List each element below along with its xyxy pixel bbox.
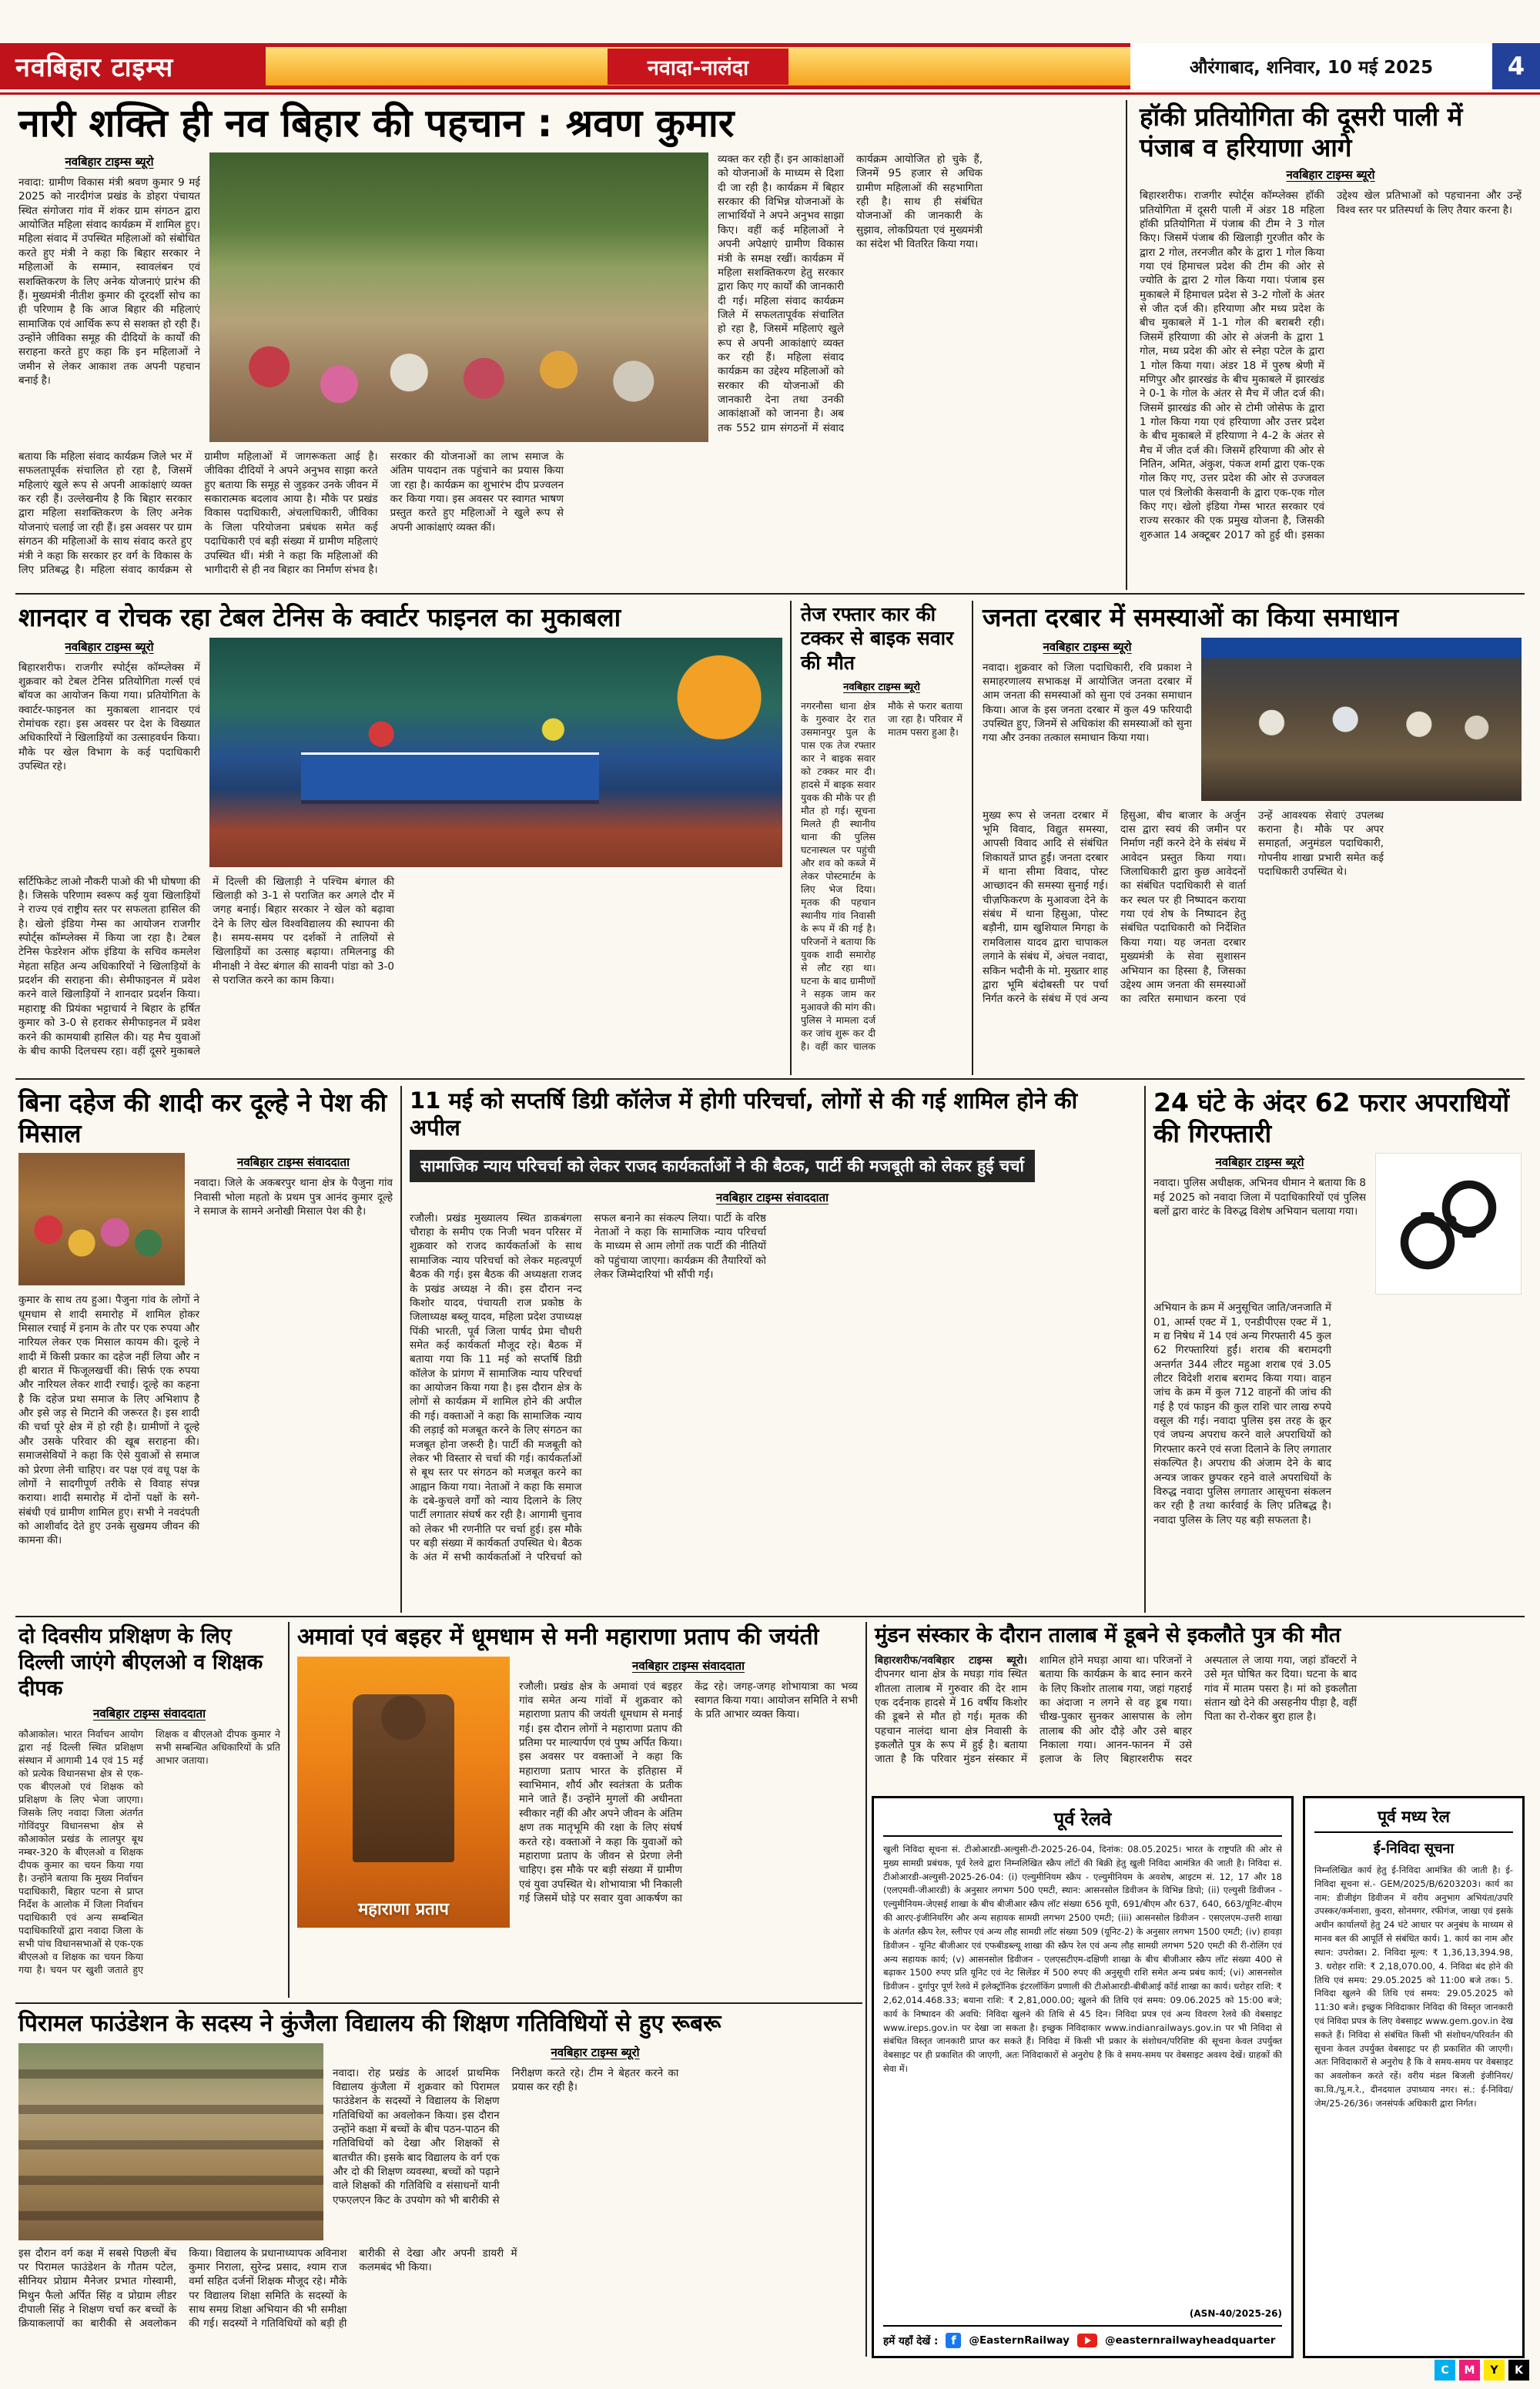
print-mark-magenta: M [1459,2360,1480,2381]
byline: नवबिहार टाइम्स ब्यूरो [65,639,154,654]
article-body: बताया कि महिला संवाद कार्यक्रम जिले भर में सफलतापूर्वक संचालित हो रहा है, जिसमें महिलाएं खुले रूप से अपनी आकांक्षाएं व्यक्त कर रही हैं। उल्लेखनीय है कि बिहार सरकार द्वारा महिला सशक्तिकरण के लिए अनेक योजनाएं चलाई जा रही हैं। इस अवसर पर ग्राम संगठन की महिलाओं के साथ संवाद करते हुए मंत्री ने कहा कि सरकार हर वर्ग के विकास के लिए प्रतिबद्ध है। महिला संवाद कार्यक्रम से ग्रामीण महिलाओं में जागरूकता आई है। जीविका दीदियों ने अपने अनुभव साझा करते हुए बताया कि समूह से जुड़कर उनके जीवन में सकारात्मक बदलाव आया है। मौके पर प्रखंड विकास पदाधिकारी, अंचलाधिकारी, जीविका के जिला परियोजना प्रबंधक समेत कई पदाधिकारी एवं बड़ी संख्या में ग्रामीण महिलाएं उपस्थित थीं। मंत्री ने कहा कि महिलाओं की भागीदारी से ही नव बिहार का निर्माण संभव है। सरकार की योजनाओं का लाभ समाज के अंतिम पायदान तक पहुंचाने का प्रयास किया जा रहा है। कार्यक्रम का शुभारंभ दीप प्रज्वलन कर किया गया। इस अवसर पर स्वागत भाषण प्रस्तुत करते हुए महिलाओं ने खुले रूप से अपनी आकांक्षाएं व्यक्त कीं। [18,451,564,576]
article-body: नवादा। शुक्रवार को जिला पदाधिकारी, रवि प्रकाश ने समाहरणालय सभाकक्ष में आयोजित जनता दरबार में आम जनता की समस्याओं को सुना एवं उनका समाधान किया। आज के इस जनता दरबार में कुल 49 फरियादी उपस्थित हुए, जिनमें से अधिकांश की समस्याओं को सुना गया और उनका तत्काल समाधान किया गया। [983,661,1192,745]
banner-text: महाराणा प्रताप [358,1899,449,1919]
photo-table-tennis-match [209,638,782,867]
article-mundan-drowning [872,1620,1525,1790]
byline: नवबिहार टाइम्स ब्यूरो [551,2045,640,2059]
byline: नवबिहार टाइम्स ब्यूरो [1215,1155,1304,1170]
youtube-icon [1077,2334,1097,2347]
article-maharana-pratap-jayanti [294,1620,861,1998]
edition-name: नवादा-नालंदा [608,49,788,85]
article-delhi-training [15,1620,283,1998]
notice-subtitle: ई-निविदा सूचना [1373,1841,1455,1857]
edition-band [266,43,1130,89]
facebook-icon [946,2333,961,2348]
eastern-railway-notice [872,1796,1294,2358]
print-mark-black: K [1508,2360,1529,2381]
divider [972,601,973,1075]
youtube-handle: @easternrailwayheadquarter [1104,2334,1276,2347]
article-body: कौआकोल। भारत निर्वाचन आयोग द्वारा नई दिल्ली स्थित प्रशिक्षण संस्थान में आगामी 14 एवं 15 मई को प्रत्येक विधानसभा क्षेत्र से एक-एक बीएलओ एवं शिक्षक को प्रशिक्षण के लिए भेजा जाएगा। जिसके लिए नवादा जिला अंतर्गत गोविंदपुर विधानसभा क्षेत्र से कौआकोल प्रखंड के लालपुर बूथ नम्बर-320 के बीएलओ व शिक्षक दीपक कुमार का चयन किया गया है। उन्होंने बताया कि मुख्य निर्वाचन पदाधिकारी, बिहार पटना से प्राप्त निर्देश के आलोक में जिला निर्वाचन पदाधिकारी एवं अन्य सम्बन्धित पदाधिकारियों द्वारा नवादा जिला के सभी पांच विधानसभाओं से एक-एक बीएलओ व शिक्षक का चयन किया गया है। चयन पर खुशी जताते हुए शिक्षक व बीएलओ दीपक कुमार ने सभी सम्बन्धित अधिकारियों के प्रति आभार जताया। [18,1728,280,1976]
headline-piramal-school-visit: पिरामल फाउंडेशन के सदस्य ने कुंजैला विद्यालय की शिक्षण गतिविधियों से हुए रूबरू [18,2010,721,2037]
notice-title: पूर्व मध्य रेल [1314,1806,1513,1833]
article-body: सर्टिफिकेट लाओ नौकरी पाओ की भी घोषणा की है। जिसके परिणाम स्वरूप कई युवा खिलाड़ियों ने राज्य एवं राष्ट्रीय स्तर पर सफलता हासिल की है। खेलो इंडिया गेम्स का आयोजन राजगीर स्पोर्ट्स कॉम्प्लेक्स में किया जा रहा है। टेबल टेनिस फेडरेशन ऑफ इंडिया के सचिव कमलेश मेहता सहित अन्य अधिकारियों ने खिलाड़ियों के प्रदर्शन की सराहना की। सेमीफाइनल में प्रवेश करने वाले खिलाड़ियों ने शानदार प्रदर्शन किया। महाराष्ट्र की प्रियंका भट्टाचार्य ने बिहार के हर्षित कुमार को 3-0 से हराकर सेमीफाइनल में प्रवेश करने की कामयाबी हासिल की। यह मैच युवाओं के बीच काफी दिलचस्प रहा। वहीं दूसरे मुकाबले में दिल्ली की खिलाड़ी ने पश्चिम बंगाल की खिलाड़ी को 3-1 से पराजित कर अगले दौर में जगह बनाई। बिहार सरकार ने खेल को बढ़ावा देने के लिए खेल विश्वविद्यालय की स्थापना की है। समय-समय पर दर्शकों ने तालियों से खिलाड़ियों का उत्साह बढ़ाया। तमिलनाडु की मीनाक्षी ने वेस्ट बंगाल की सावनी पांडा को 3-0 से पराजित करने का काम किया। [18,875,394,1057]
article-body: बिहारशरीफ। राजगीर स्पोर्ट्स कॉम्प्लेक्स हॉकी प्रतियोगिता में दूसरी पाली में अंडर 18 महिला हॉकी प्रतियोगिता में पंजाब की टीम ने 3 गोल किए। जिसमें पंजाब की खिलाड़ी गुरजीत कौर के द्वारा 2 गोल, तरनजीत कौर के द्वारा 1 गोल किया गया एवं हिमाचल प्रदेश की टीम की ओर से ज्योति के द्वारा 2 गोल किया गया। पंजाब इस मुकाबले में हिमाचल प्रदेश से 3-2 गोलों के अंतर से जीत दर्ज की। हरियाणा और मध्य प्रदेश के बीच मुकाबले में 1-1 गोल की बराबरी रही। जिसमें हरियाणा की ओर से अंजनी के द्वारा 1 गोल, मध्य प्रदेश की ओर से स्नेहा पटेल के द्वारा 1 गोल किया गया। अंडर 18 में पुरुष श्रेणी में मणिपुर और झारखंड के बीच मुकाबले में झारखंड ने 0-1 के गोल के अंतर से मैच में जीत दर्ज की। जिसमें झारखंड की ओर से टोमी जोसेफ के द्वारा 1 गोल किया गया एवं हरियाणा और उत्तर प्रदेश के बीच मुकाबले में हरियाणा ने 4-2 के अंतर से मैच में जीत दर्ज की। जिसमें हरियाणा की ओर से नितिन, अमित, अंकुश, पंकज शर्मा द्वारा एक-एक गोल किए गए, उत्तर प्रदेश की ओर से उज्जवल पाल एवं त्रिलोकी केसवानी के द्वारा एक-एक गोल किए गए। खेलो इंडिया गेम्स भारत सरकार एवं राज्य सरकार की एक प्रमुख योजना है, जिसकी शुरुआत 14 अक्टूबर 2017 को हुई थी। इसका उद्देश्य खेल प्रतिभाओं को पहचानना और उन्हें विश्व स्तर पर प्रतिस्पर्धा के लिए तैयार करना है। [1140,189,1522,541]
divider [288,1622,290,1998]
photo-janata-darbar-meeting [1201,638,1522,801]
article-body: रजौली। प्रखंड क्षेत्र के अमावां एवं बइहर गांव समेत अन्य गांवों में शुक्रवार को महाराणा प्रताप की जयंती धूमधाम से मनाई गई। इस दौरान लोगों ने महाराणा प्रताप की प्रतिमा पर माल्यार्पण एवं पुष्प अर्पित किया। इस अवसर पर वक्ताओं ने कहा कि महाराणा प्रताप भारत के इतिहास में स्वाभिमान, शौर्य और स्वतंत्रता के प्रतीक माने जाते हैं। उन्होंने मुगलों की अधीनता स्वीकार नहीं की और अपने जीवन के अंतिम क्षण तक मातृभूमि की रक्षा के लिए संघर्ष करते रहे। वक्ताओं ने कहा कि युवाओं को महाराणा प्रताप के जीवन से प्रेरणा लेनी चाहिए। इस मौके पर बड़ी संख्या में ग्रामीण एवं युवा उपस्थित थे। शोभायात्रा भी निकाली गई जिसमें घोड़े पर सवार युवा आकर्षण का केंद्र रहे। जगह-जगह शोभायात्रा का भव्य स्वागत किया गया। आयोजन समिति ने सभी के प्रति आभार व्यक्त किया। [519,1680,858,1905]
article-piramal-school-visit [15,2007,861,2357]
divider [15,1616,1525,1617]
article-body: नवादा। रोह प्रखंड के आदर्श प्राथमिक विद्यालय कुंजैला में शुक्रवार को पिरामल फाउंडेशन के सदस्यों ने विद्यालय के शिक्षण गतिविधियों का अवलोकन किया। इस दौरान उन्होंने कक्षा में बच्चों के बीच पठन-पाठन की गतिविधियों को देखा और शिक्षकों से बातचीत की। इसके बाद विद्यालय के वर्ग एक और दो की शिक्षण व्यवस्था, बच्चों को पढ़ाने वाले शिक्षकों की गतिविधि व संसाधनों यानी एफएलएन किट के उपयोग को भी बारीकी से निरीक्षण करते रहे। टीम ने बेहतर करने का प्रयास कर रही है। [333,2066,679,2206]
article-body: नगरनौसा थाना क्षेत्र के गुरुवार देर रात उसमानपुर पुल के पास एक तेज रफ्तार कार ने बाइक सवार को टक्कर मार दी। हादसे में बाइक सवार युवक की मौके पर ही मौत हो गई। सूचना मिलते ही स्थानीय थाना की पुलिस घटनास्थल पर पहुंची और शव को कब्जे में लेकर पोस्टमार्टम के लिए भेज दिया। मृतक की पहचान स्थानीय गांव निवासी के रूप में की गई है। परिजनों ने बताया कि युवक शादी समारोह से लौट रहा था। घटना के बाद ग्रामीणों ने सड़क जाम कर मुआवजे की मांग की। पुलिस ने मामला दर्ज कर जांच शुरू कर दी है। वहीं कार चालक मौके से फरार बताया जा रहा है। परिवार में मातम पसरा हुआ है। [801,699,962,1052]
divider [15,593,1525,595]
article-janata-darbar [979,599,1525,1075]
divider [865,1622,867,2357]
east-central-railway-notice [1303,1796,1525,2358]
article-body: व्यक्त कर रही हैं। इन आकांक्षाओं को योजनाओं के माध्यम से दिशा दी जा रही है। कार्यक्रम में बिहार सरकार की विभिन्न योजनाओं के लाभार्थियों ने अपने अनुभव साझा किए। वहीं कई महिलाओं ने अपनी अपेक्षाएं ग्रामीण विकास मंत्री के समक्ष रखीं। कार्यक्रम में महिला सशक्तिकरण हेतु सरकार द्वारा किए गए कार्यों की जानकारी दी गई। महिला संवाद कार्यक्रम जिले में सफलतापूर्वक संचालित हो रहा है, जिसमें महिलाएं खुले रूप से अपनी आकांक्षाएं व्यक्त कर रही हैं। महिला संवाद कार्यक्रम का उद्देश्य महिलाओं को सरकार की योजनाओं की जानकारी देना तथा उनकी आकांक्षाओं को जानना है। अब तक 552 ग्राम संगठनों में संवाद कार्यक्रम आयोजित हो चुके हैं, जिनमें 95 हजार से अधिक ग्रामीण महिलाओं की सहभागिता रही है। साथ ही संबंधित योजनाओं की जानकारी के सुझाव, लोकप्रियता एवं मुख्यमंत्री का संदेश भी वितरित किया गया। [718,153,983,434]
notice-footer [883,2325,1282,2348]
photo-maharana-pratap-banner [297,1657,510,1928]
follow-label: हमें यहाँ देखें : [883,2335,939,2347]
divider [1144,1086,1146,1613]
notice-reference: (ASN-40/2025-26) [1189,2308,1282,2319]
headline-maharana-pratap: अमावां एवं बइहर में धूमधाम से मनी महाराणा प्रताप की जयंती [297,1623,819,1650]
article-body [875,1654,1522,1767]
subheadline-bar: सामाजिक न्याय परिचर्चा को लेकर राजद कार्यकर्ताओं ने की बैठक, पार्टी की मजबूती को लेकर हुई चर्चा [410,1150,1035,1182]
article-body: रजौली। प्रखंड मुख्यालय स्थित डाकबंगला चौराहा के समीप एक निजी भवन परिसर में शुक्रवार को राजद कार्यकर्ताओं के साथ सामाजिक न्याय परिचर्चा को लेकर महत्वपूर्ण बैठक की गई। इस बैठक की अध्यक्षता राजद के प्रखंड अध्यक्ष ने की। इस दौरान नन्द किशोर यादव, पंचायती राज प्रकोष्ठ के जिलाध्यक्ष बब्लू यादव, महिला प्रदेश उपाध्यक्ष पिंकी भारती, पूर्व जिला पार्षद प्रेमा चौधरी समेत कई कार्यकर्ता मौजूद रहे। बैठक में बताया गया कि 11 मई को सप्तर्षि डिग्री कॉलेज के प्रांगण में सामाजिक न्याय परिचर्चा का आयोजन किया गया है। इस दौरान क्षेत्र के लोगों से कार्यक्रम में शामिल होने की अपील की गई। वक्ताओं ने कहा कि सामाजिक न्याय की लड़ाई को मजबूत करने के लिए संगठन का मजबूत होना जरूरी है। पार्टी की मजबूती को लेकर भी विस्तार से चर्चा की गई। कार्यकर्ताओं से बूथ स्तर पर संगठन को मजबूत करने का आह्वान किया गया। नेताओं ने कहा कि समाज के दबे-कुचले वर्गों को न्याय दिलाने के लिए पार्टी लगातार संघर्ष कर रही है। आगामी चुनाव को लेकर भी रणनीति पर चर्चा हुई। इस मौके पर बड़ी संख्या में कार्यकर्ता उपस्थित थे। बैठक के अंत में सभी कार्यकर्ताओं ने परिचर्चा को सफल बनाने का संकल्प लिया। पार्टी के वरिष्ठ नेताओं ने कहा कि सामाजिक न्याय परिचर्चा के माध्यम से आम लोगों तक पार्टी की नीतियों को पहुंचाया जाएगा। कार्यक्रम की तैयारियों को लेकर जिम्मेदारियां भी सौंपी गईं। [410,1211,766,1564]
page-number: 4 [1492,43,1540,89]
photo-school-children [18,2043,323,2240]
photo-women-samvad-event [209,152,708,442]
article-main-story [15,99,1124,590]
article-body-text: दीपनगर थाना क्षेत्र के मघड़ा गांव स्थित शीतला तालाब में गुरुवार की देर शाम एक दर्दनाक हादसे में 16 वर्षीय किशोर की डूबने से मौत हो गई। मृतक की पहचान नालंदा थाना क्षेत्र निवासी के इकलौते पुत्र के रूप में हुई है। बताया जाता है कि परिवार मुंडन संस्कार में शामिल होने मघड़ा आया था। परिजनों ने बताया कि कार्यक्रम के बाद स्नान करने के लिए किशोर तालाब गया, जहां गहराई का अंदाजा न लगने से वह डूब गया। चीख-पुकार सुनकर आसपास के लोग तालाब की ओर दौड़े और उसे बाहर निकाला गया। आनन-फानन में उसे इलाज के लिए बिहारशरीफ सदर अस्पताल ले जाया गया, जहां डॉक्टरों ने उसे मृत घोषित कर दिया। घटना के बाद गांव में मातम पसरा है। मां को इकलौता संतान खो देने की असहनीय पीड़ा है, वहीं पिता का रो-रोकर बुरा हाल है। [875,1654,1357,1766]
dateline: औरंगाबाद, शनिवार, 10 मई 2025 [1189,58,1434,78]
article-dowry-free-wedding [15,1084,396,1611]
article-body: नवादा: ग्रामीण विकास मंत्री श्रवण कुमार 9 मई 2025 को नारदीगंज प्रखंड के डोहरा पंचायत स्थित संगोजरा गांव में शंकर ग्राम संगठन द्वारा आयोजित महिला संवाद कार्यक्रम में शामिल हुए। महिला संवाद में उपस्थित महिलाओं को संबोधित करते हुए मंत्री ने कहा कि बिहार सरकार ने महिलाओं के सम्मान, स्वावलंबन एवं सशक्तिकरण के लिए अनेक योजनाएं प्रारंभ की हैं। मुख्यमंत्री नीतीश कुमार की दूरदर्शी सोच का ही परिणाम है कि आज बिहार की महिलाएं सामाजिक एवं आर्थिक रूप से सशक्त हो रही हैं। उन्होंने जीविका समूह की दीदियों के कार्यों की सराहना करते हुए कहा कि इन महिलाओं ने जमीन से लेकर आकाश तक अपनी पहचान बनाई है। [18,176,200,387]
article-body: नवादा। पुलिस अधीक्षक, अभिनव धीमान ने बताया कि 8 मई 2025 को नवादा जिला में पदाधिकारियों एवं पुलिस बलों द्वारा वारंट के विरुद्ध विशेष अभियान चलाया गया। [1153,1177,1366,1218]
headline-table-tennis: शानदार व रोचक रहा टेबल टेनिस के क्वार्टर फाइनल का मुकाबला [18,602,621,632]
print-registration-marks [1435,2360,1529,2381]
byline: नवबिहार टाइम्स ब्यूरो [1043,639,1132,654]
article-body: कुमार के साथ तय हुआ। पैजुना गांव के लोगों ने धूमधाम से शादी समारोह में शामिल होकर मिसाल रचाई में इनाम के तौर पर एक रुपया और नारियल लेकर एक मिसाल कायम की। दूल्हे ने शादी में किसी प्रकार का दहेज नहीं लिया और न ही बारात में फिजूलखर्ची की। सिर्फ एक रुपया और नारियल लेकर शादी रचाई। दूल्हे का कहना है कि दहेज प्रथा समाज के लिए अभिशाप है और इसे जड़ से मिटाने की जरूरत है। इस शादी की चर्चा पूरे क्षेत्र में हो रही है। ग्रामीणों ने दूल्हे और उसके परिवार की खूब सराहना की। समाजसेवियों ने कहा कि ऐसे युवाओं से समाज को प्रेरणा लेनी चाहिए। वर पक्ष एवं वधू पक्ष के लोगों ने सादगीपूर्ण तरीके से विवाह संपन्न कराया। शादी समारोह में दोनों पक्षों के सगे-संबंधी एवं ग्रामीण शामिल हुए। सभी ने नवदंपती को आशीर्वाद देते हुए उनके सुखमय जीवन की कामना की। [18,1294,199,1547]
headline-criminals-arrested: 24 घंटे के अंदर 62 फरार अपराधियों की गिरफ्तारी [1153,1087,1510,1148]
byline: नवबिहार टाइम्स ब्यूरो [1286,168,1375,183]
byline: नवबिहार टाइम्स संवाददाता [716,1190,829,1205]
notice-body: खुली निविदा सूचना सं. टीओआरडी-अल्युसी-टी-2025-26-04, दिनांक: 08.05.2025। भारत के राष्ट्रपति की ओर से मुख्य सामग्री प्रबंधक, पूर्व रेलवे द्वारा निम्नलिखित स्क्रैप लॉटों की बिक्री हेतु खुली निविदा आमंत्रित की जाती है। निविदा सं. टीओआरडी-अल्युसी-2025-26-04: (i) एल्युमीनियम स्क्रैप - एल्युमीनियम के अवशेष, आइटम सं. 12, 17 और 18 (एलएमवी-जीआरडी) के अनुसार लगभग 500 एमटी, स्थान: आसनसोल डिवीजन के विभिन्न डिपो; (ii) एल्युसी डिवीजन - एल्युमीनियम-जेएसई शाखा के बीच बीजीआर स्क्रैप लॉट संख्या 656 यूपी, 691/बीएम और 637, 640, 663/यूनिट-बीएम की आरए-इंजीनियरिंग और अन्य सहायक सामग्री लगभग 2500 एमटी; (iii) आसनसोल डिवीजन - एसएलएम-उत्तरी शाखा के अंतर्गत स्क्रैप रेल, स्लीपर एवं अन्य लौह सामग्री लॉट संख्या 509 (यूनिट-2) के अनुसार लगभग 1500 एमटी; (iv) हावड़ा डिवीजन - यूनिट बीजीआर एवं एफबीडब्ल्यू शाखा की स्क्रैप रेल एवं अन्य लौह सामग्री लगभग 520 एमटी की री-रोलिंग एवं अन्य सहायक कार्य; (v) आसनसोल डिवीजन - एलएसटीएम-दक्षिणी शाखा के बीच बीजीआर स्क्रैप लॉट संख्या 400 से बढ़ाकर 1500 रुपए प्रति यूनिट एवं नेट सिलेंडर में 500 रुपए की अनुसूची राशि समेत अन्य प्रबंध कार्य; (vi) आसनसोल डिवीजन - दुर्गापुर पूर्ण रेलवे में इलेक्ट्रॉनिक इंटरलॉकिंग प्रणाली की टीओआरडी-बीबीआई कॉर्ड शाखा का कार्य। धरोहर राशि: ₹ 2,62,014.468.33; बयाना राशि: ₹ 2,81,000.00; खुलने की तिथि एवं समय: 09.06.2025 को 15:00 बजे; कार्य के निष्पादन की अवधि: निविदा खुलने की तिथि से 45 दिन। निविदा प्रपत्र एवं अन्य विवरण रेलवे की वेबसाइट www.ireps.gov.in पर देखा जा सकता है। इच्छुक निविदाकार www.indianrailways.gov.in पर भी निविदा से संबंधित विस्तृत जानकारी प्राप्त कर सकते हैं। निविदा में किसी भी प्रकार के संशोधन/परिशिष्ट की सूचना केवल उपर्युक्त वेबसाइट पर ही प्रकाशित की जाएगी, अतः निविदाकारों से अनुरोध है कि वे समय-समय पर वेबसाइट अवश्य देखें। ग्राहकों की सेवा में। [883,1844,1282,2074]
notice-title: पूर्व रेलवे [883,1806,1282,1837]
headline-mundan-drowning: मुंडन संस्कार के दौरान तालाब में डूबने से इकलौते पुत्र की मौत [875,1623,1341,1647]
divider [790,601,792,1075]
headline-bike-accident: तेज रफ्तार कार की टक्कर से बाइक सवार की मौत [801,603,954,674]
handcuffs-illustration [1375,1153,1522,1295]
masthead-rule [0,92,1540,95]
facebook-handle: @EasternRailway [969,2334,1070,2347]
headline-janata-darbar: जनता दरबार में समस्याओं का किया समाधान [983,602,1399,632]
paper-name-panel [0,43,266,89]
paper-name: नवबिहार टाइम्स [15,52,174,83]
handcuffs-icon [1391,1166,1506,1282]
article-college-discussion [407,1084,1138,1611]
headline-dowry-free-wedding: बिना दहेज की शादी कर दूल्हे ने पेश की मिसाल [18,1087,387,1148]
print-mark-yellow: Y [1484,2360,1505,2381]
headline-college-discussion: 11 मई को सप्तर्षि डिग्री कॉलेज में होगी परिचर्चा, लोगों से की गई शामिल होने की अपील [410,1087,1078,1141]
article-table-tennis [15,599,785,1075]
divider [1126,100,1127,590]
divider [15,2002,862,2004]
article-criminals-arrested [1150,1084,1525,1611]
article-body: इस दौरान वर्ग कक्ष में सबसे पिछली बेंच पर पिरामल फाउंडेशन के गौतम पटेल, सीनियर प्रोग्राम मैनेजर प्रभात गोस्वामी, मिथुन फैलो अर्पित सिंह व प्रोग्राम लीडर दीपाली सिंह ने शिक्षण चर्चा कर बच्चों के क्रियाकलापों का बारीकी से अवलोकन किया। विद्यालय के प्रधानाध्यापक अविनाश कुमार निराला, सुरेन्द्र प्रसाद, श्याम राज वर्मा सहित दर्जनों शिक्षक मौजूद रहे। मौके पर विद्यालय शिक्षा समिति के सदस्यों के साथ समग्र शिक्षा अभियान की भी समीक्षा की गई। सदस्यों ने गतिविधियों को बड़ी ही बारीकी से देखा और अपनी डायरी में कलमबंद भी किया। [18,2247,517,2330]
byline: नवबिहार टाइम्स संवाददाता [632,1658,745,1673]
article-body: अभियान के क्रम में अनुसूचित जाति/जनजाति में 01, आर्म्स एक्ट में 1, एनडीपीएस एक्ट में 1, म द्य निषेध में 14 एवं अन्य गिरफ्तारी 45 कुल 62 गिरफ्तारियां हुईं। शराब की बरामदगी अन्तर्गत 344 लीटर महुआ शराब एवं 3.05 लीटर विदेशी शराब बरामद किया गया। वाहन जांच के क्रम में कुल 712 वाहनों की जांच की गई है एवं फाइन की कुल राशि चार लाख रुपये वसूल की गई। नवादा पुलिस इस तरह के क्रूर एवं जघन्य अपराध करने वाले अपराधियों को गिरफ्तार करने एवं सजा दिलाने के लिए लगातार संकल्पित है। अपराध की अंजाम देने के बाद अन्यत्र जाकर छुपकर रहने वाले अपराधियों के विरुद्ध नवादा पुलिस लगातार आसूचना संकलन कर रही है तथा कार्रवाई के लिए प्रतिबद्ध है। नवादा पुलिस के लिए यह बड़ी सफलता है। [1153,1302,1331,1526]
headline-hockey: हॉकी प्रतियोगिता की दूसरी पाली में पंजाब व हरियाणा आगे [1140,102,1463,163]
byline: नवबिहार टाइम्स ब्यूरो [843,681,920,693]
print-mark-cyan: C [1435,2360,1455,2381]
article-hockey [1137,99,1525,590]
byline: नवबिहार टाइम्स ब्यूरो [65,155,154,169]
dateline-panel [1130,43,1492,89]
article-body: बिहारशरीफ। राजगीर स्पोर्ट्स कॉम्प्लेक्स में शुक्रवार को टेबल टेनिस प्रतियोगिता गर्ल्स एवं बॉयज का आयोजन किया गया। प्रतियोगिता के क्वार्टर-फाइनल का मुकाबला शानदार एवं रोमांचक रहा। इस अवसर पर देश के विख्यात अधिकारियों ने खिलाड़ियों का उत्साहवर्धन किया। मौके पर खेल विभाग के कई पदाधिकारी उपस्थित रहे। [18,661,200,773]
byline-inline: बिहारशरीफ/नवबिहार टाइम्स ब्यूरो। [875,1654,1027,1667]
notice-body: निम्नलिखित कार्य हेतु ई-निविदा आमंत्रित की जाती है। ई-निविदा सूचना सं.- GEM/2025/B/6203203। कार्य का नाम: डीजीइंग डिवीजन में वरीय अनुभाग अभियंता/उपरि उपस्कर/कर्मनाशा, कुदरा, सोनमगर, रफीगंज, जाखा एवं इसके अधीन कार्यालयों हेतु 24 घंटे आधार पर अनुबंध के माध्यम से मानव बल की आपूर्ति से संबंधित कार्य। 1. कार्य का नाम और स्थान: उपरोक्त। 2. निविदा मूल्य: ₹ 1,36,13,394.98, 3. धरोहर राशि: ₹ 2,18,070.00, 4. निविदा बंद होने की तिथि एवं समय: 29.05.2025 को 11:00 बजे तक। 5. निविदा खुलने की तिथि एवं समय: 29.05.2025 को 11:30 बजे। इच्छुक निविदाकार निविदा की विस्तृत जानकारी एवं निविदा प्रपत्र के लिए वेबसाइट www.gem.gov.in देख सकते हैं। निविदा से संबंधित किसी भी संशोधन/परिवर्तन की सूचना केवल उपर्युक्त वेबसाइट पर ही प्रकाशित की जाएगी। अतः निविदाकारों से अनुरोध है कि वे समय-समय पर वेबसाइट का अवलोकन करते रहें। वरीय मंडल बिजली इंजीनियर/का.वि./पू.म.रे., दीनदयाल उपाध्याय नगर। सं.: ई-निविदा/जेम/25-26/36। जनसंपर्क अधिकारी द्वारा निर्गत। [1314,1865,1513,2109]
masthead [0,43,1540,89]
article-body: मुख्य रूप से जनता दरबार में भूमि विवाद, विद्युत समस्या, आपसी विवाद आदि से संबंधित शिकायतें प्राप्त हुईं। जनता दरबार में थाना सीमा विवाद, पोस्ट आच्छादन की समस्या सुनाई गई। चीज़फिकरण के मुआवजा देने के संबंध में थाना हिसुआ, पोस्ट बड़ौनी, ग्राम खुशियाल मिगहा के रामविलास यादव द्वारा चापाकल लगाने के संबंध में, अंचल नवादा, सकिन भदौनी के मो. मुख्तार शाह द्वारा भूमि बंदोबस्ती पर पर्चा निर्गत करने के संबंध में एवं अन्य हिसुआ, बीच बाजार के अर्जुन दास द्वारा स्वयं की जमीन पर निर्माण नहीं करने देने के संबंध में आवेदन प्रस्तुत किया गया। जिलाधिकारी द्वारा कुछ आवेदनों का संबंधित पदाधिकारी से वार्ता कर स्थल पर ही निष्पादन कराया गया एवं शेष के निष्पादन हेतु संबंधित पदाधिकारी को निर्देशित किया गया। यह जनता दरबार मुख्यमंत्री के सेवा सुशासन अभियान का हिस्सा है, जिसका उद्देश्य आम जनता की समस्याओं का त्वरित समाधान करना एवं उन्हें आवश्यक सेवाएं उपलब्ध कराना है। मौके पर अपर समाहर्ता, अनुमंडल पदाधिकारी, गोपनीय शाखा प्रभारी समेत कई पदाधिकारी उपस्थित थे। [983,809,1384,1006]
headline-delhi-training: दो दिवसीय प्रशिक्षण के लिए दिल्ली जाएंगे बीएलओ व शिक्षक दीपक [18,1624,263,1700]
photo-wedding-crowd [18,1153,185,1285]
article-bike-accident [798,599,966,1075]
byline: नवबिहार टाइम्स संवाददाता [237,1155,350,1170]
article-body: नवादा। जिले के अकबरपुर थाना क्षेत्र के पैजुना गांव निवासी भोला महतो के प्रथम पुत्र आनंद कुमार दूल्हे ने समाज के सामने अनोखी मिसाल पेश की है। [194,1177,393,1218]
divider [400,1086,402,1613]
byline: नवबिहार टाइम्स संवाददाता [93,1707,206,1721]
headline-main-story: नारी शक्ति ही नव बिहार की पहचान : श्रवण कुमार [18,101,735,146]
divider [15,1078,1525,1080]
table-tennis-table [301,752,599,801]
